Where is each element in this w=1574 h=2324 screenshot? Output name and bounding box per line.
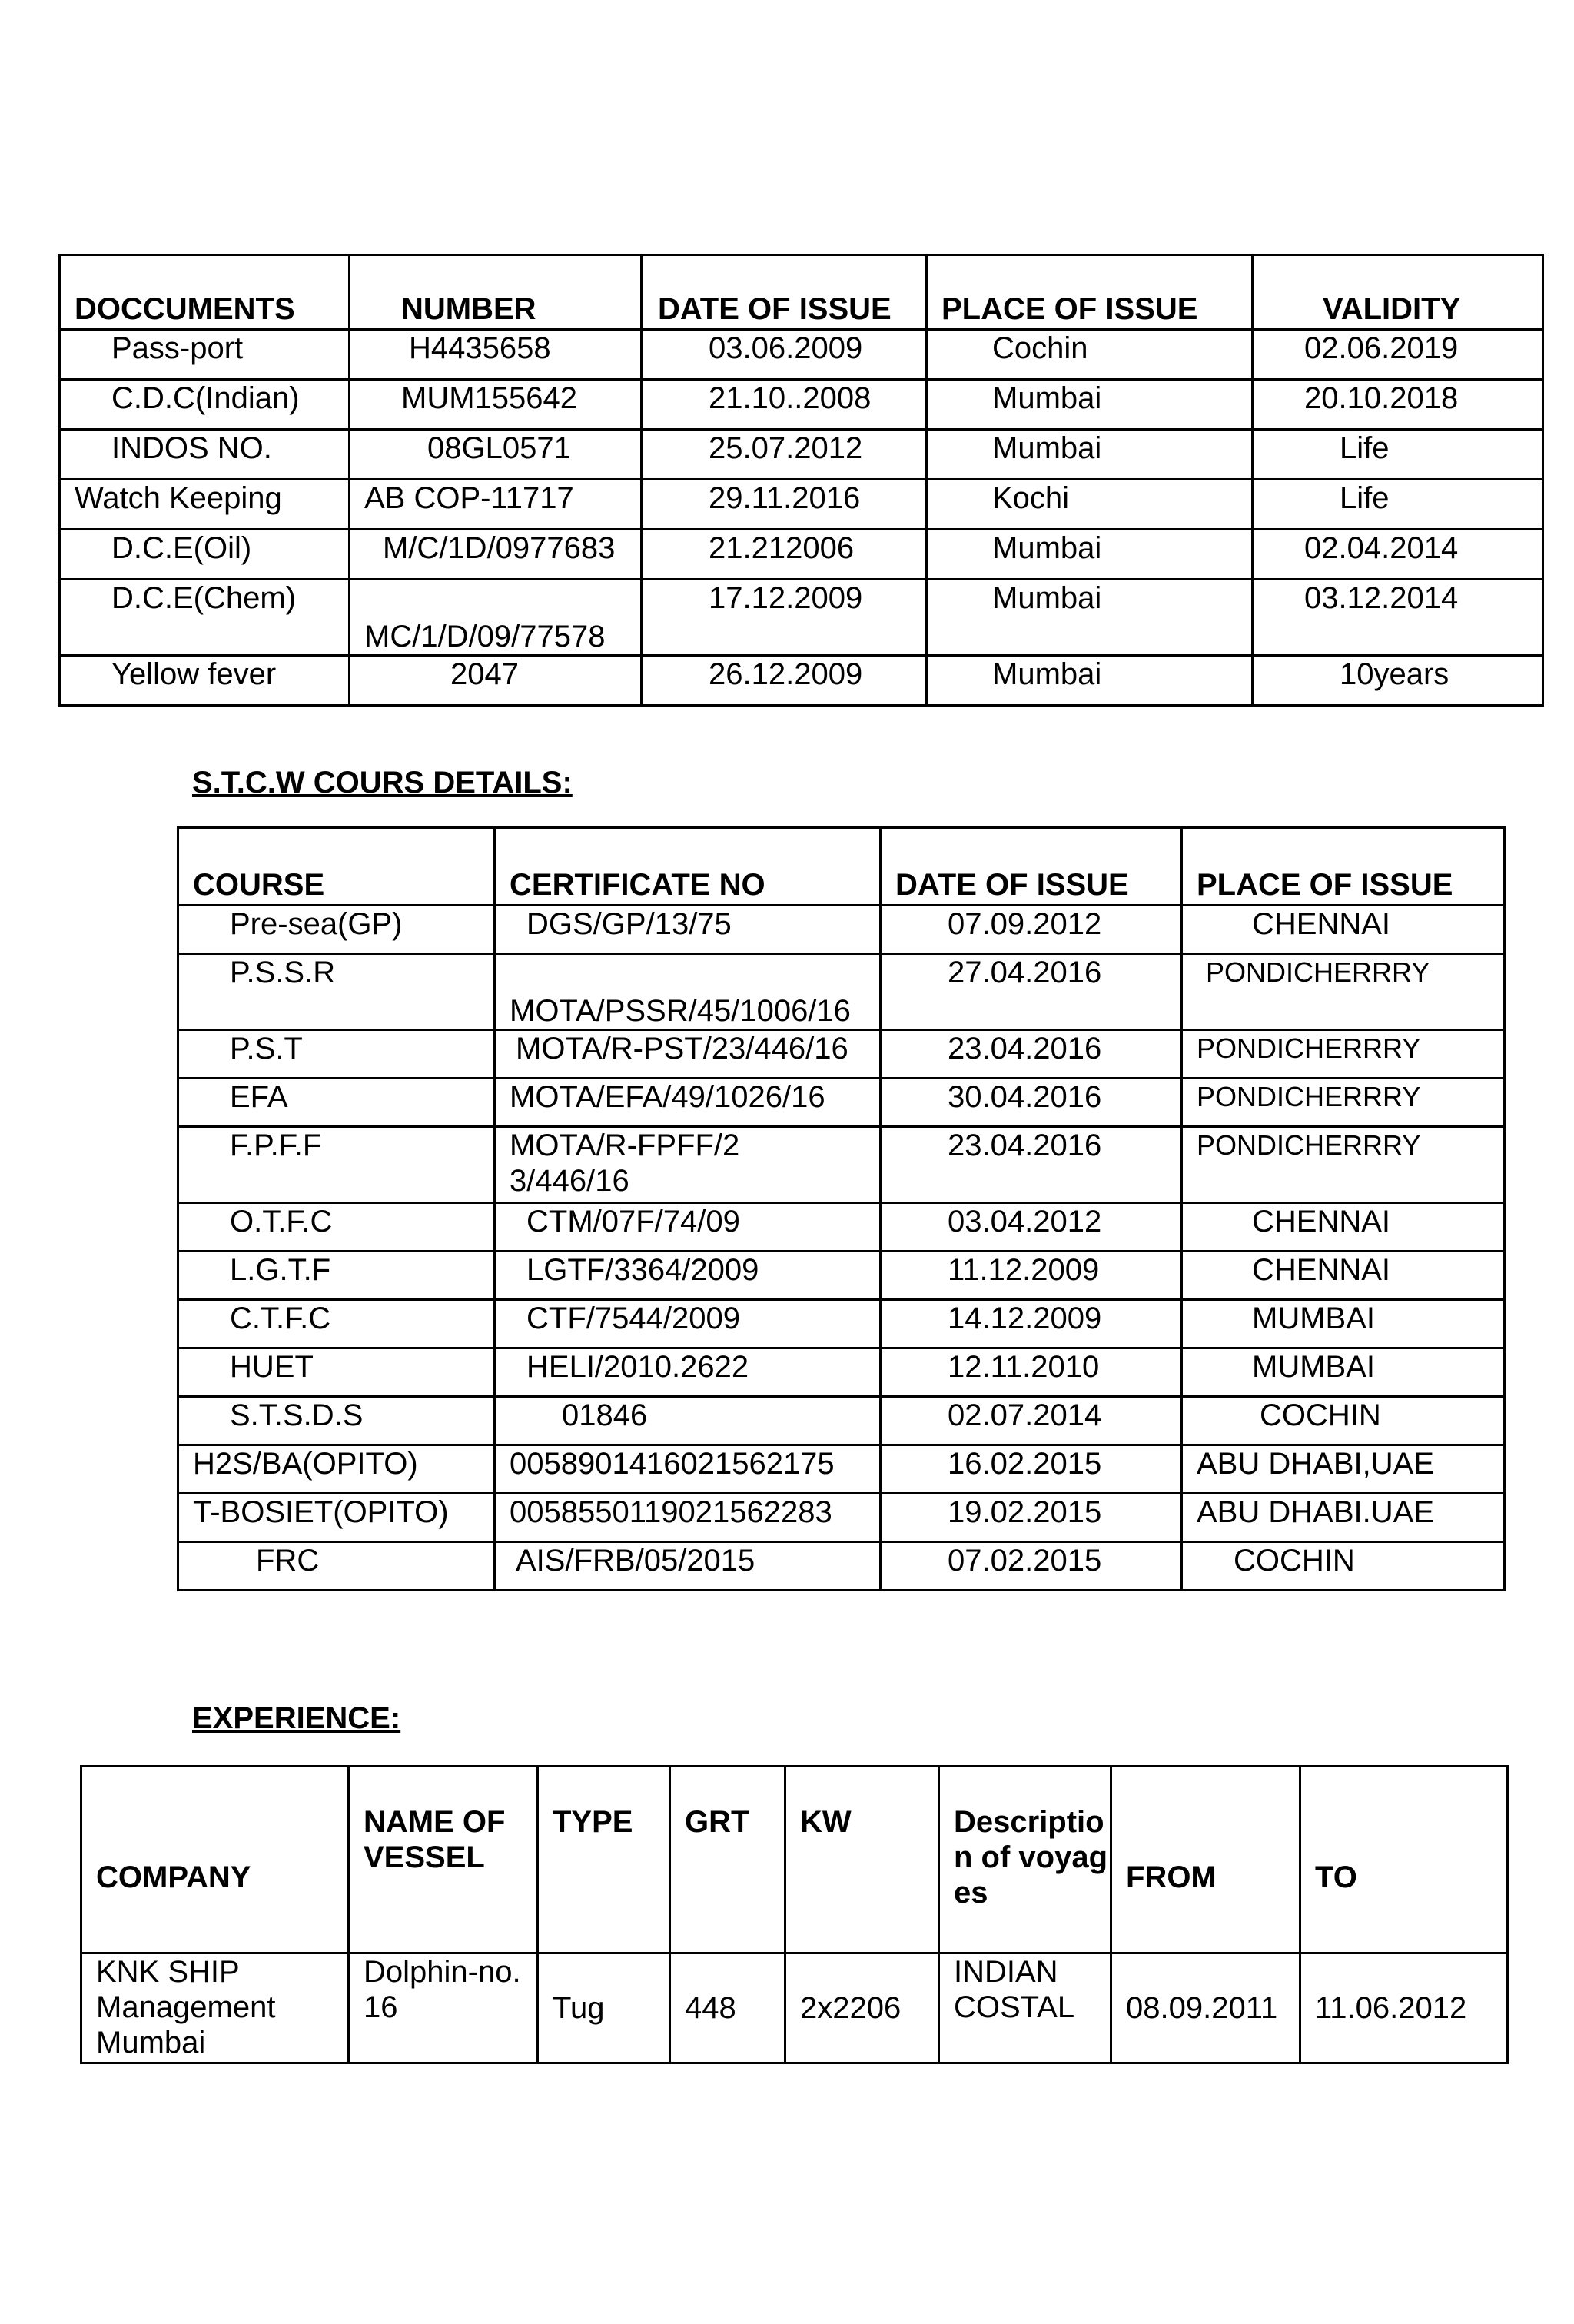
table-cell: 2047 bbox=[350, 656, 642, 706]
table-cell: MUMBAI bbox=[1182, 1300, 1505, 1348]
table-cell: 21.212006 bbox=[642, 530, 927, 580]
table-cell: Pre-sea(GP) bbox=[178, 906, 495, 954]
table-cell: AB COP-11717 bbox=[350, 480, 642, 530]
table-cell: 07.02.2015 bbox=[881, 1542, 1182, 1591]
table-row bbox=[60, 330, 1543, 380]
column-header: TYPE bbox=[538, 1767, 670, 1953]
table-cell: 0058550119021562283 bbox=[495, 1494, 881, 1542]
table-cell: CHENNAI bbox=[1182, 1203, 1505, 1252]
table-cell: HELI/2010.2622 bbox=[495, 1348, 881, 1397]
table-cell: D.C.E(Oil) bbox=[60, 530, 350, 580]
table-row bbox=[178, 954, 1505, 1030]
column-header: GRT bbox=[670, 1767, 785, 1953]
table-cell: 2x2206 bbox=[785, 1953, 939, 2063]
table-cell: O.T.F.C bbox=[178, 1203, 495, 1252]
table-cell: H4435658 bbox=[350, 330, 642, 380]
table-cell: Life bbox=[1253, 480, 1543, 530]
table-cell: EFA bbox=[178, 1079, 495, 1127]
table-cell: Mumbai bbox=[927, 580, 1253, 656]
table-cell: 27.04.2016 bbox=[881, 954, 1182, 1030]
column-header: PLACE OF ISSUE bbox=[927, 255, 1253, 330]
table-cell: 08GL0571 bbox=[350, 430, 642, 480]
table-cell: 08.09.2011 bbox=[1111, 1953, 1300, 2063]
table-header-row bbox=[60, 255, 1543, 330]
table-cell: CHENNAI bbox=[1182, 906, 1505, 954]
table-cell: Mumbai bbox=[927, 380, 1253, 430]
table-cell: PONDICHERRRY bbox=[1182, 1079, 1505, 1127]
table-cell: Cochin bbox=[927, 330, 1253, 380]
table-cell: S.T.S.D.S bbox=[178, 1397, 495, 1445]
column-header: FROM bbox=[1111, 1767, 1300, 1953]
column-header: KW bbox=[785, 1767, 939, 1953]
table-cell: CTF/7544/2009 bbox=[495, 1300, 881, 1348]
table-cell: H2S/BA(OPITO) bbox=[178, 1445, 495, 1494]
table-cell: 14.12.2009 bbox=[881, 1300, 1182, 1348]
column-header: Description of voyages bbox=[939, 1767, 1111, 1953]
table-cell: MC/1/D/09/77578 bbox=[350, 580, 642, 656]
table-cell: 03.12.2014 bbox=[1253, 580, 1543, 656]
table-cell: 02.07.2014 bbox=[881, 1397, 1182, 1445]
table-cell: PONDICHERRRY bbox=[1182, 954, 1505, 1030]
table-row bbox=[81, 1953, 1508, 2063]
table-cell: P.S.S.R bbox=[178, 954, 495, 1030]
table-cell: FRC bbox=[178, 1542, 495, 1591]
table-cell: KNK SHIP Management Mumbai bbox=[81, 1953, 349, 2063]
table-row bbox=[178, 1445, 1505, 1494]
table-cell: 19.02.2015 bbox=[881, 1494, 1182, 1542]
column-header: COURSE bbox=[178, 828, 495, 906]
table-row bbox=[178, 1494, 1505, 1542]
section-title-stcw: S.T.C.W COURS DETAILS: bbox=[192, 766, 573, 800]
table-cell: 26.12.2009 bbox=[642, 656, 927, 706]
table-cell: Pass-port bbox=[60, 330, 350, 380]
table-cell: HUET bbox=[178, 1348, 495, 1397]
table-cell: PONDICHERRRY bbox=[1182, 1127, 1505, 1203]
table-cell: 30.04.2016 bbox=[881, 1079, 1182, 1127]
table-row bbox=[178, 1300, 1505, 1348]
stcw-course-table bbox=[177, 826, 1506, 1591]
column-header: NUMBER bbox=[350, 255, 642, 330]
table-cell: 23.04.2016 bbox=[881, 1030, 1182, 1079]
table-cell: AIS/FRB/05/2015 bbox=[495, 1542, 881, 1591]
table-row bbox=[178, 906, 1505, 954]
table-cell: T-BOSIET(OPITO) bbox=[178, 1494, 495, 1542]
table-cell: C.T.F.C bbox=[178, 1300, 495, 1348]
table-row bbox=[178, 1252, 1505, 1300]
table-row bbox=[60, 380, 1543, 430]
table-cell: MOTA/EFA/49/1026/16 bbox=[495, 1079, 881, 1127]
table-cell: Life bbox=[1253, 430, 1543, 480]
table-cell: P.S.T bbox=[178, 1030, 495, 1079]
table-cell: 25.07.2012 bbox=[642, 430, 927, 480]
table-cell: PONDICHERRRY bbox=[1182, 1030, 1505, 1079]
table-row bbox=[60, 580, 1543, 656]
table-cell: 448 bbox=[670, 1953, 785, 2063]
table-cell: L.G.T.F bbox=[178, 1252, 495, 1300]
table-cell: 17.12.2009 bbox=[642, 580, 927, 656]
table-cell: CHENNAI bbox=[1182, 1252, 1505, 1300]
table-cell: MOTA/PSSR/45/1006/16 bbox=[495, 954, 881, 1030]
table-cell: 20.10.2018 bbox=[1253, 380, 1543, 430]
table-cell: COCHIN bbox=[1182, 1397, 1505, 1445]
table-cell: Mumbai bbox=[927, 430, 1253, 480]
column-header: COMPANY bbox=[81, 1767, 349, 1953]
column-header: NAME OF VESSEL bbox=[349, 1767, 538, 1953]
column-header: TO bbox=[1300, 1767, 1508, 1953]
table-cell: Kochi bbox=[927, 480, 1253, 530]
table-row bbox=[178, 1397, 1505, 1445]
section-title-experience: EXPERIENCE: bbox=[192, 1701, 401, 1735]
table-cell: 21.10..2008 bbox=[642, 380, 927, 430]
table-header-row bbox=[81, 1767, 1508, 1953]
table-cell: 01846 bbox=[495, 1397, 881, 1445]
table-cell: M/C/1D/0977683 bbox=[350, 530, 642, 580]
table-row bbox=[178, 1542, 1505, 1591]
table-cell: INDIAN COSTAL bbox=[939, 1953, 1111, 2063]
table-cell: ABU DHABI,UAE bbox=[1182, 1445, 1505, 1494]
column-header: CERTIFICATE NO bbox=[495, 828, 881, 906]
table-cell: 16.02.2015 bbox=[881, 1445, 1182, 1494]
table-row bbox=[60, 530, 1543, 580]
table-row bbox=[60, 430, 1543, 480]
table-cell: DGS/GP/13/75 bbox=[495, 906, 881, 954]
table-cell: 23.04.2016 bbox=[881, 1127, 1182, 1203]
table-cell: Dolphin-no.16 bbox=[349, 1953, 538, 2063]
table-cell: Yellow fever bbox=[60, 656, 350, 706]
documents-table bbox=[58, 254, 1544, 707]
table-cell: CTM/07F/74/09 bbox=[495, 1203, 881, 1252]
table-cell: 02.06.2019 bbox=[1253, 330, 1543, 380]
table-cell: D.C.E(Chem) bbox=[60, 580, 350, 656]
table-row bbox=[178, 1127, 1505, 1203]
table-cell: 0058901416021562175 bbox=[495, 1445, 881, 1494]
table-cell: 03.06.2009 bbox=[642, 330, 927, 380]
table-cell: 10years bbox=[1253, 656, 1543, 706]
table-cell: Mumbai bbox=[927, 530, 1253, 580]
table-cell: Watch Keeping bbox=[60, 480, 350, 530]
table-header-row bbox=[178, 828, 1505, 906]
column-header: DATE OF ISSUE bbox=[881, 828, 1182, 906]
table-cell: 03.04.2012 bbox=[881, 1203, 1182, 1252]
table-cell: 02.04.2014 bbox=[1253, 530, 1543, 580]
table-cell: COCHIN bbox=[1182, 1542, 1505, 1591]
table-row bbox=[60, 656, 1543, 706]
table-cell: ABU DHABI.UAE bbox=[1182, 1494, 1505, 1542]
experience-table bbox=[80, 1765, 1509, 2064]
table-cell: MOTA/R-PST/23/446/16 bbox=[495, 1030, 881, 1079]
table-row bbox=[178, 1203, 1505, 1252]
table-cell: 07.09.2012 bbox=[881, 906, 1182, 954]
table-row bbox=[178, 1348, 1505, 1397]
column-header: DATE OF ISSUE bbox=[642, 255, 927, 330]
table-row bbox=[60, 480, 1543, 530]
table-cell: Tug bbox=[538, 1953, 670, 2063]
table-cell: 11.06.2012 bbox=[1300, 1953, 1508, 2063]
table-cell: INDOS NO. bbox=[60, 430, 350, 480]
table-cell: F.P.F.F bbox=[178, 1127, 495, 1203]
column-header: VALIDITY bbox=[1253, 255, 1543, 330]
table-cell: MOTA/R-FPFF/23/446/16 bbox=[495, 1127, 881, 1203]
column-header: DOCCUMENTS bbox=[60, 255, 350, 330]
table-cell: C.D.C(Indian) bbox=[60, 380, 350, 430]
table-cell: LGTF/3364/2009 bbox=[495, 1252, 881, 1300]
table-cell: 29.11.2016 bbox=[642, 480, 927, 530]
table-cell: Mumbai bbox=[927, 656, 1253, 706]
table-cell: MUM155642 bbox=[350, 380, 642, 430]
table-row bbox=[178, 1079, 1505, 1127]
table-cell: 11.12.2009 bbox=[881, 1252, 1182, 1300]
column-header: PLACE OF ISSUE bbox=[1182, 828, 1505, 906]
table-row bbox=[178, 1030, 1505, 1079]
table-cell: MUMBAI bbox=[1182, 1348, 1505, 1397]
table-cell: 12.11.2010 bbox=[881, 1348, 1182, 1397]
